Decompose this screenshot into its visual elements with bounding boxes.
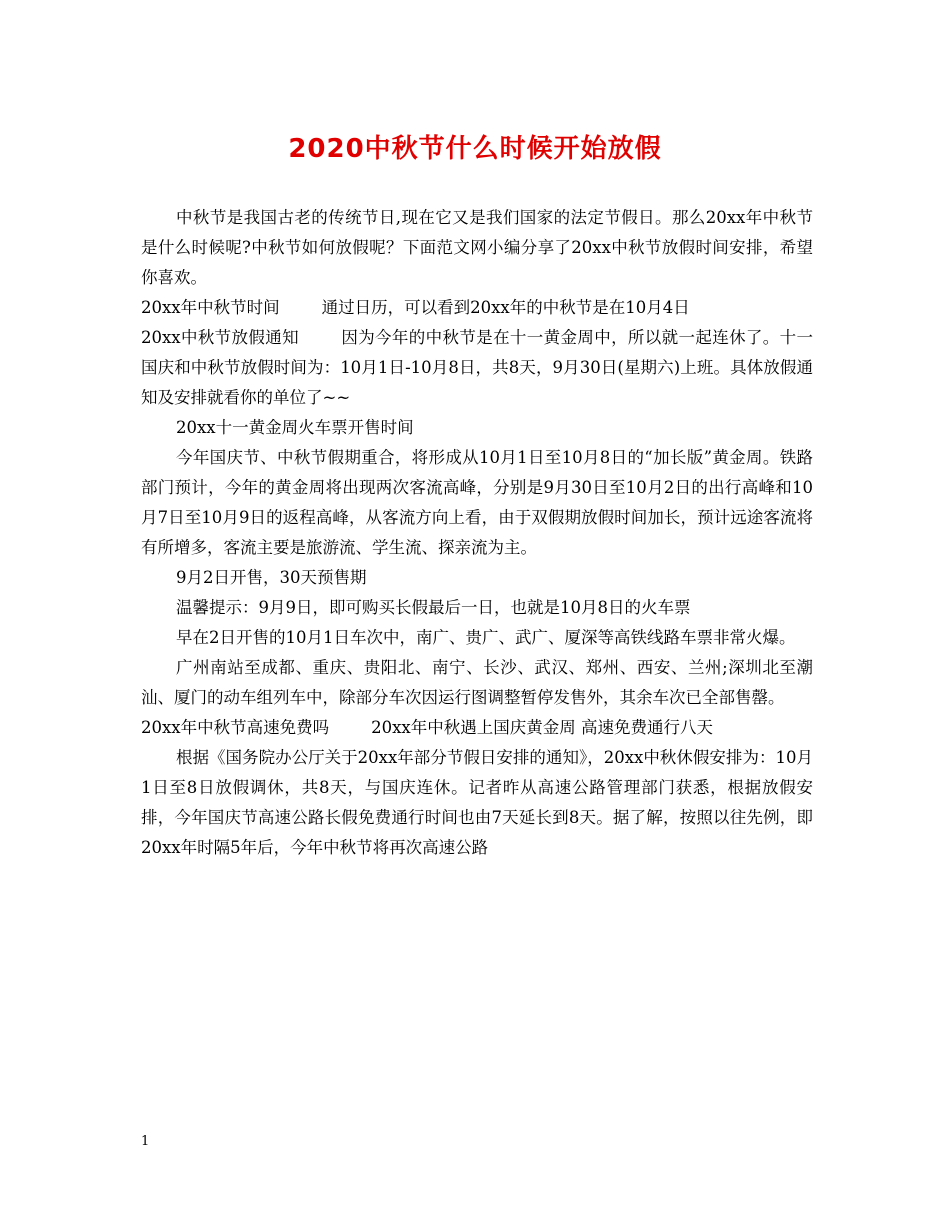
section-text: 通过日历，可以看到20xx年的中秋节是在10月4日: [321, 298, 690, 317]
document-body: [141, 203, 813, 863]
presale-paragraph: 9月2日开售，30天预售期: [176, 568, 367, 587]
tip-paragraph: 温馨提示：9月9日，即可购买长假最后一日，也就是10月8日的火车票: [176, 598, 691, 617]
section-highway-free: [141, 713, 813, 743]
section-heading: 20xx年中秋节时间: [141, 298, 280, 317]
page-number: 1: [141, 1134, 150, 1149]
hot-routes-paragraph: 早在2日开售的10月1日车次中，南广、贵广、武广、厦深等高铁线路车票非常火爆。: [176, 628, 796, 647]
section-mid-autumn-date: [141, 293, 813, 323]
ticket-heading-paragraph: 20xx十一黄金周火车票开售时间: [176, 418, 414, 437]
section-heading: 20xx中秋节放假通知: [141, 328, 299, 347]
section-text: 因为今年的中秋节是在十一黄金周中，所以就一起连休了。十一国庆和中秋节放假时间为：10月1日-10月8日，共8天，9月30日(星期六)上班。具体放假通知及安排就看你的单位了~~: [141, 328, 814, 407]
section-heading: 20xx年中秋节高速免费吗: [141, 718, 330, 737]
highway-paragraph: 根据《国务院办公厅关于20xx年部分节假日安排的通知》，20xx中秋休假安排为：10月1日至8日放假调休，共8天，与国庆连休。记者昨从高速公路管理部门获悉，根据放假安排，今年国庆节高速公路长假免费通行时间也由7天延长到8天。据了解，按照以往先例，即20xx年时隔5年后，今年中秋节将再次高速公路: [141, 748, 813, 857]
section-holiday-notice: [141, 323, 813, 413]
sold-out-paragraph: 广州南站至成都、重庆、贵阳北、南宁、长沙、武汉、郑州、西安、兰州;深圳北至潮汕、厦门的动车组列车中，除部分车次因运行图调整暂停发售外，其余车次已全部售罄。: [141, 658, 813, 707]
intro-paragraph: 中秋节是我国古老的传统节日,现在它又是我们国家的法定节假日。那么20xx年中秋节是什么时候呢?中秋节如何放假呢？下面范文网小编分享了20xx中秋节放假时间安排，希望你喜欢。: [141, 208, 813, 287]
ticket-body-paragraph: 今年国庆节、中秋节假期重合，将形成从10月1日至10月8日的“加长版”黄金周。铁路部门预计，今年的黄金周将出现两次客流高峰，分别是9月30日至10月2日的出行高峰和10月7日至10月9日的返程高峰，从客流方向上看，由于双假期放假时间加长，预计远途客流将有所增多，客流主要是旅游流、学生流、探亲流为主。: [141, 448, 813, 557]
section-text: 20xx年中秋遇上国庆黄金周 高速免费通行八天: [371, 718, 713, 737]
document-title: 2020中秋节什么时候开始放假: [288, 134, 662, 164]
